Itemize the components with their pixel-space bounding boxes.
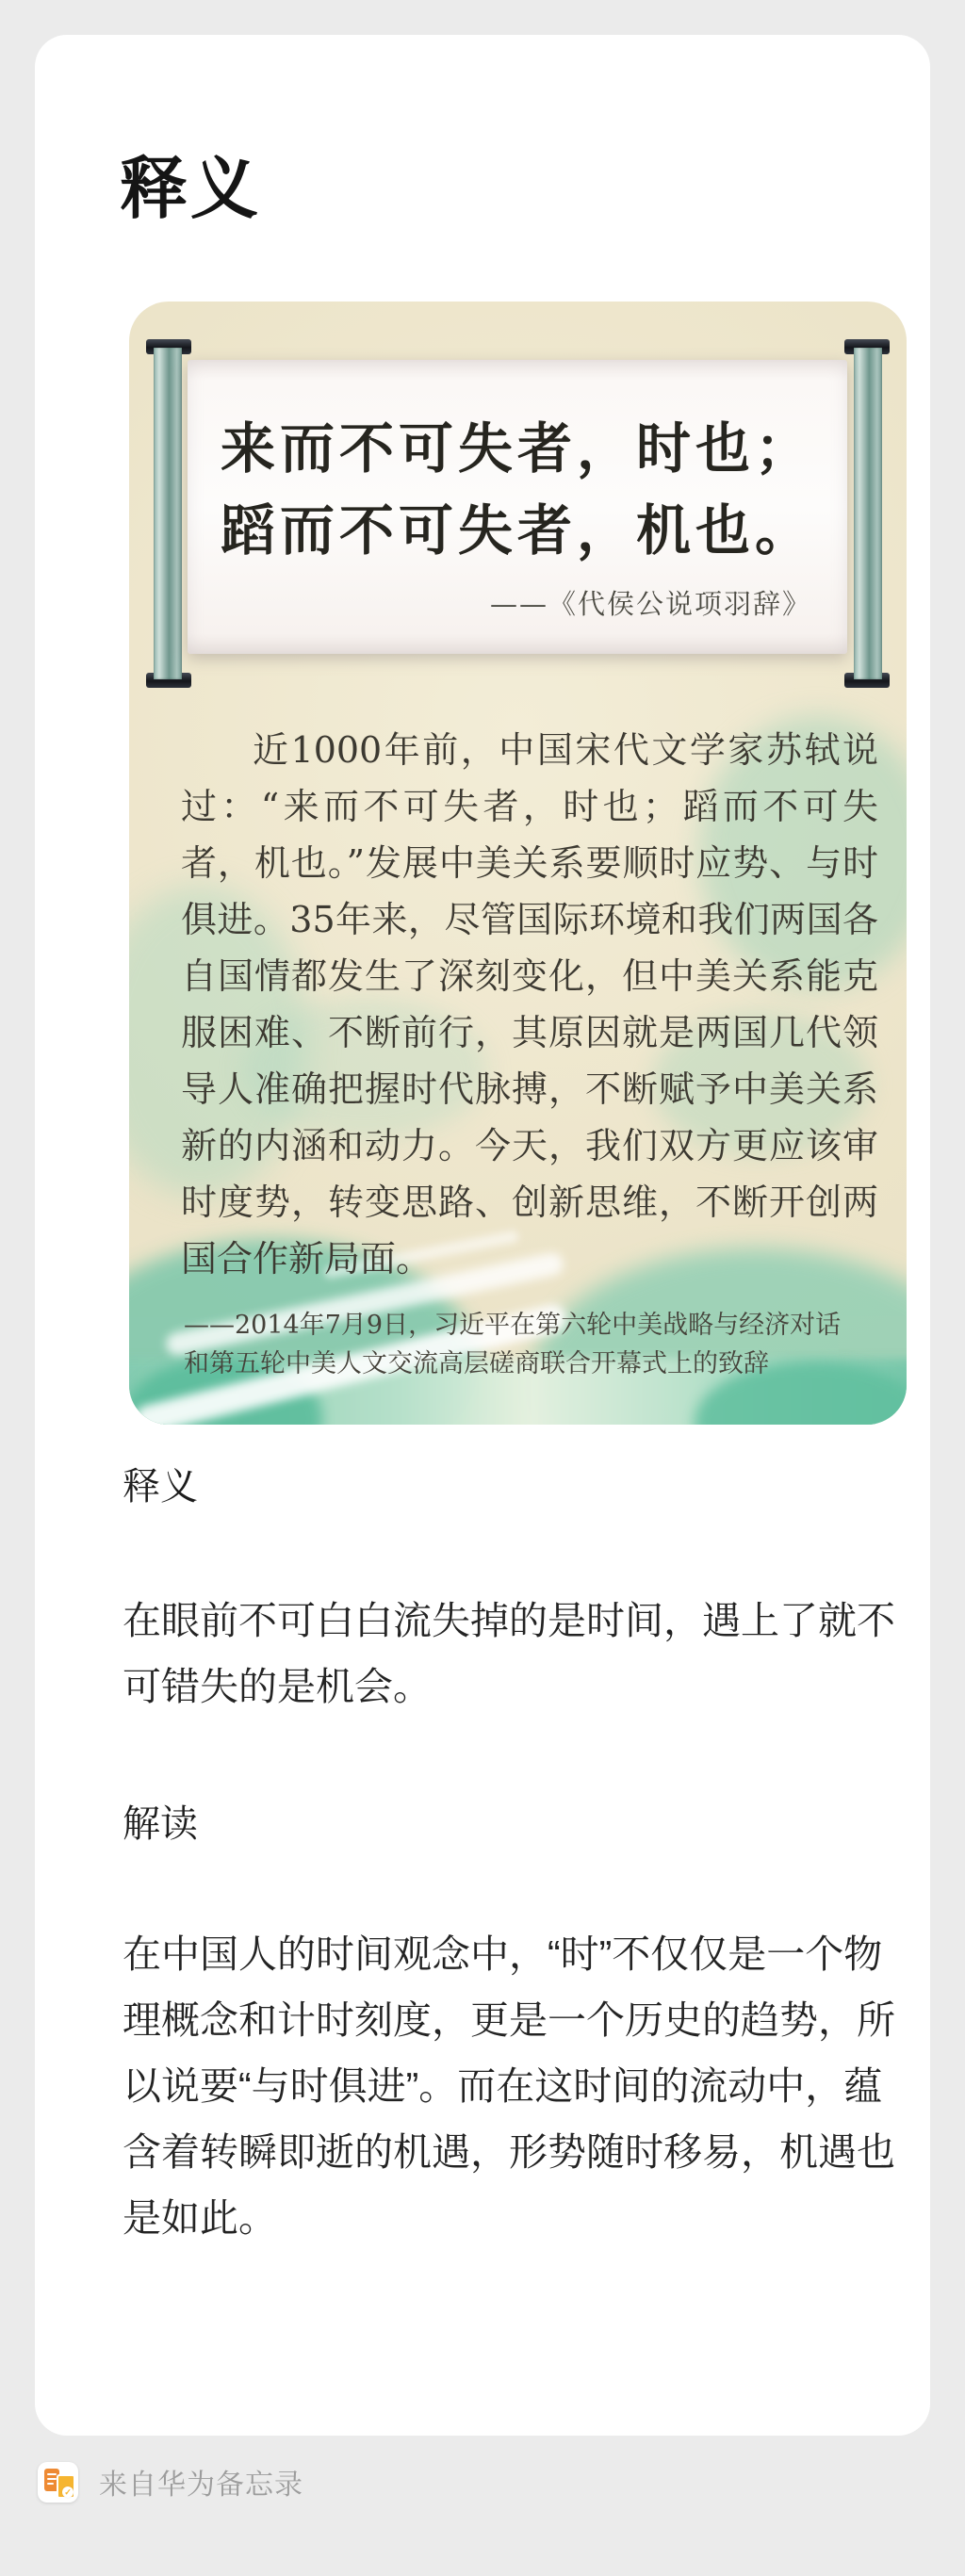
section-label-jiedu: 解读 xyxy=(123,1803,198,1845)
source-label: 来自华为备忘录 xyxy=(99,2470,303,2501)
quote-citation-line: ——2014年7月9日，习近平在第六轮中美战略与经济对话 xyxy=(184,1311,842,1340)
huawei-notes-icon[interactable] xyxy=(38,2462,78,2503)
quote-image[interactable] xyxy=(129,302,907,1425)
check-badge-icon: ✓ xyxy=(62,2486,74,2498)
quote-citation xyxy=(184,1306,886,1383)
section-label-shiyi: 释义 xyxy=(123,1466,198,1508)
section-paragraph-shiyi: 在眼前不可白白流失掉的是时间，遇上了就不可错失的是机会。 xyxy=(123,1599,895,1708)
page-title: 释义 xyxy=(120,152,262,227)
source-row[interactable] xyxy=(38,2461,303,2503)
quote-body-text: 近1000年前，中国宋代文学家苏轼说过：“来而不可失者，时也；蹈而不可失者，机也。”发展中美关系要顺时应势、与时俱进。35年来，尽管国际环境和我们两国各自国情都发生了深刻变化，但中美关系能克服困难、不断前行，其原因就是两国几代领导人准确把握时代脉搏，不断赋予中美关系新的内涵和动力。今天，我们双方更应该审时度势，转变思路、创新思维，不断开创两国合作新局面。 xyxy=(181,729,878,1280)
section-paragraph-jiedu: 在中国人的时间观念中，“时”不仅仅是一个物理概念和计时刻度，更是一个历史的趋势，所以说要“与时俱进”。而在这时间的流动中，蕴含着转瞬即逝的机遇，形势随时移易，机遇也是如此。 xyxy=(123,1932,895,2240)
calligraphy-attribution: ——《代侯公说项羽辞》 xyxy=(489,588,811,620)
quote-citation-line: 和第五轮中美人文交流高层磋商联合开幕式上的致辞 xyxy=(184,1349,769,1378)
note-card xyxy=(35,35,930,2436)
scroll-roller-left xyxy=(154,348,182,679)
calligraphy-line: 蹈而不可失者，机也。 xyxy=(220,498,814,562)
calligraphy-line: 来而不可失者，时也； xyxy=(220,416,814,481)
scroll-roller-right xyxy=(854,348,882,679)
